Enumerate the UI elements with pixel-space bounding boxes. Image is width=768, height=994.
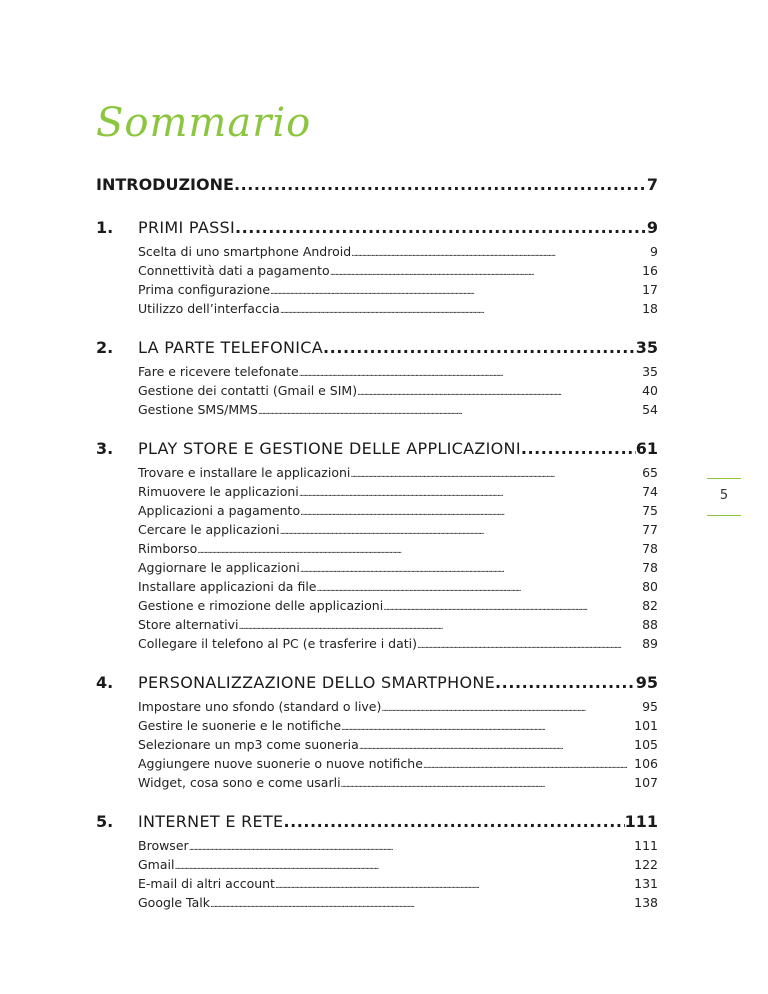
dot-leader — [283, 808, 624, 836]
dot-leader — [341, 719, 633, 735]
chapter-title: PRIMI PASSI — [138, 218, 235, 237]
dot-leader — [521, 435, 636, 463]
toc-entry-section[interactable] — [138, 577, 658, 596]
page-number: 95 — [635, 673, 658, 692]
page-number: 101 — [634, 718, 658, 733]
section-title: Fare e ricevere telefonate — [138, 364, 299, 379]
page-number: 107 — [634, 775, 658, 790]
toc-entry-section[interactable] — [138, 596, 658, 615]
dot-leader — [238, 618, 641, 634]
chapter-title: INTERNET E RETE — [138, 812, 284, 831]
dot-leader — [197, 542, 641, 558]
page-number: 111 — [634, 838, 658, 853]
chapter-block — [96, 334, 658, 419]
page-number: 105 — [634, 737, 658, 752]
page-number: 111 — [624, 812, 658, 831]
dot-leader — [330, 264, 641, 280]
section-title: Aggiungere nuove suonerie o nuove notifiche — [138, 756, 423, 771]
section-title: Installare applicazioni da file — [138, 579, 317, 594]
page-number: 82 — [642, 598, 658, 613]
page-number: 16 — [642, 263, 658, 278]
toc-entry-section[interactable] — [138, 697, 658, 716]
section-title: Applicazioni a pagamento — [138, 503, 301, 518]
section-title: Utilizzo dell’interfaccia — [138, 301, 280, 316]
dot-leader — [234, 172, 647, 198]
page-title: Sommario — [96, 100, 312, 146]
toc-entry-section[interactable] — [138, 855, 658, 874]
toc-entry-section[interactable] — [138, 261, 658, 280]
section-list — [138, 836, 658, 912]
dot-leader — [299, 365, 641, 381]
section-title: Collegare il telefono al PC (e trasferire i dati) — [138, 636, 418, 651]
toc-entry-section[interactable] — [138, 400, 658, 419]
toc-entry-section[interactable] — [138, 874, 658, 893]
toc-entry-section[interactable] — [138, 893, 658, 912]
section-list — [138, 242, 658, 318]
chapter-block — [96, 214, 658, 318]
toc-entry-section[interactable] — [138, 716, 658, 735]
section-title: Scelta di uno smartphone Android — [138, 244, 352, 259]
folio-rule-top — [707, 478, 741, 479]
dot-leader — [280, 302, 641, 318]
section-title: Store alternativi — [138, 617, 239, 632]
page-number: 78 — [642, 560, 658, 575]
section-title: Selezionare un mp3 come suoneria — [138, 737, 359, 752]
dot-leader — [280, 523, 642, 539]
dot-leader — [423, 757, 633, 773]
section-list — [138, 463, 658, 653]
section-title: Aggiornare le applicazioni — [138, 560, 300, 575]
section-title: E-mail di altri account — [138, 876, 275, 891]
page-number: 7 — [646, 175, 658, 194]
section-list — [138, 697, 658, 792]
toc-entry-section[interactable] — [138, 362, 658, 381]
chapter-number: 3. — [96, 439, 114, 458]
section-title: Gestione SMS/MMS — [138, 402, 258, 417]
dot-leader — [174, 858, 633, 874]
dot-leader — [300, 504, 641, 520]
dot-leader — [270, 283, 641, 299]
section-title: Gestione e rimozione delle applicazioni — [138, 598, 384, 613]
toc-entry-chapter[interactable] — [96, 669, 658, 697]
dot-leader — [189, 839, 633, 855]
page-number: 54 — [642, 402, 658, 417]
section-title: Cercare le applicazioni — [138, 522, 280, 537]
page-number: 122 — [634, 857, 658, 872]
toc-entry-chapter[interactable] — [96, 435, 658, 463]
table-of-contents — [96, 172, 658, 912]
dot-leader — [383, 599, 641, 615]
page-number: 78 — [642, 541, 658, 556]
toc-entry-section[interactable] — [138, 558, 658, 577]
chapter-number: 1. — [96, 218, 114, 237]
dot-leader — [323, 334, 636, 362]
dot-leader — [357, 384, 641, 400]
page-number: 65 — [642, 465, 658, 480]
page-number: 9 — [646, 218, 658, 237]
chapter-block — [96, 808, 658, 912]
page-number: 77 — [642, 522, 658, 537]
section-list — [138, 362, 658, 419]
toc-entry-chapter[interactable] — [96, 334, 658, 362]
chapter-list — [96, 214, 658, 912]
dot-leader — [235, 214, 647, 242]
page-number: 35 — [635, 338, 658, 357]
section-title: Gestione dei contatti (Gmail e SIM) — [138, 383, 358, 398]
page-number: 95 — [642, 699, 658, 714]
toc-entry-section[interactable] — [138, 539, 658, 558]
folio-page-number: 5 — [719, 488, 729, 503]
chapter-number: 2. — [96, 338, 114, 357]
toc-entry-section[interactable] — [138, 242, 658, 261]
page-number: 18 — [642, 301, 658, 316]
toc-entry-section[interactable] — [138, 482, 658, 501]
section-title: Prima configurazione — [138, 282, 271, 297]
dot-leader — [495, 669, 636, 697]
page-number: 17 — [642, 282, 658, 297]
section-title: Gmail — [138, 857, 175, 872]
toc-entry-section[interactable] — [138, 836, 658, 855]
toc-entry-section[interactable] — [138, 520, 658, 539]
chapter-number: 4. — [96, 673, 114, 692]
page-number: 131 — [634, 876, 658, 891]
page-number: 89 — [642, 636, 658, 651]
chapter-block — [96, 435, 658, 653]
dot-leader — [359, 738, 633, 754]
toc-entry-chapter[interactable] — [96, 808, 658, 836]
toc-entry-section[interactable] — [138, 773, 658, 792]
toc-entry-section[interactable] — [138, 735, 658, 754]
toc-entry-section[interactable] — [138, 501, 658, 520]
page-number: 40 — [642, 383, 658, 398]
toc-entry-section[interactable] — [138, 754, 658, 773]
chapter-title: PLAY STORE E GESTIONE DELLE APPLICAZIONI — [138, 439, 521, 458]
section-title: Google Talk — [138, 895, 210, 910]
page-number: 9 — [650, 244, 658, 259]
toc-entry-section[interactable] — [138, 463, 658, 482]
dot-leader — [258, 403, 641, 419]
toc-entry-section[interactable] — [138, 634, 658, 653]
chapter-title: LA PARTE TELEFONICA — [138, 338, 324, 357]
dot-leader — [299, 485, 641, 501]
page-number: 88 — [642, 617, 658, 632]
section-title: Connettività dati a pagamento — [138, 263, 330, 278]
section-title: Impostare uno sfondo (standard o live) — [138, 699, 382, 714]
section-title: Rimuovere le applicazioni — [138, 484, 299, 499]
toc-entry-section[interactable] — [138, 615, 658, 634]
folio-rule-bottom — [707, 515, 741, 516]
chapter-number: 5. — [96, 812, 114, 831]
section-title: Trovare e installare le applicazioni — [138, 465, 351, 480]
toc-entry-section[interactable] — [138, 299, 658, 318]
toc-entry-introduction[interactable] — [96, 172, 658, 198]
dot-leader — [300, 561, 641, 577]
section-title: Rimborso — [138, 541, 198, 556]
dot-leader — [350, 466, 641, 482]
toc-entry-section[interactable] — [138, 280, 658, 299]
dot-leader — [417, 637, 641, 653]
page-number: 75 — [642, 503, 658, 518]
section-title: Browser — [138, 838, 189, 853]
page-number: 35 — [642, 364, 658, 379]
page-number: 61 — [635, 439, 658, 458]
page-number: 80 — [642, 579, 658, 594]
section-title: Gestire le suonerie e le notifiche — [138, 718, 342, 733]
page-number: 138 — [634, 895, 658, 910]
toc-entry-section[interactable] — [138, 381, 658, 400]
dot-leader — [341, 776, 634, 792]
dot-leader — [275, 877, 633, 893]
page-number: 106 — [634, 756, 658, 771]
chapter-block — [96, 669, 658, 792]
dot-leader — [210, 896, 633, 912]
page-number: 74 — [642, 484, 658, 499]
toc-entry-chapter[interactable] — [96, 214, 658, 242]
section-title: Widget, cosa sono e come usarli — [138, 775, 341, 790]
entry-label: INTRODUZIONE — [96, 175, 234, 194]
dot-leader — [381, 700, 641, 716]
dot-leader — [351, 245, 649, 261]
chapter-title: PERSONALIZZAZIONE DELLO SMARTPHONE — [138, 673, 496, 692]
dot-leader — [316, 580, 641, 596]
